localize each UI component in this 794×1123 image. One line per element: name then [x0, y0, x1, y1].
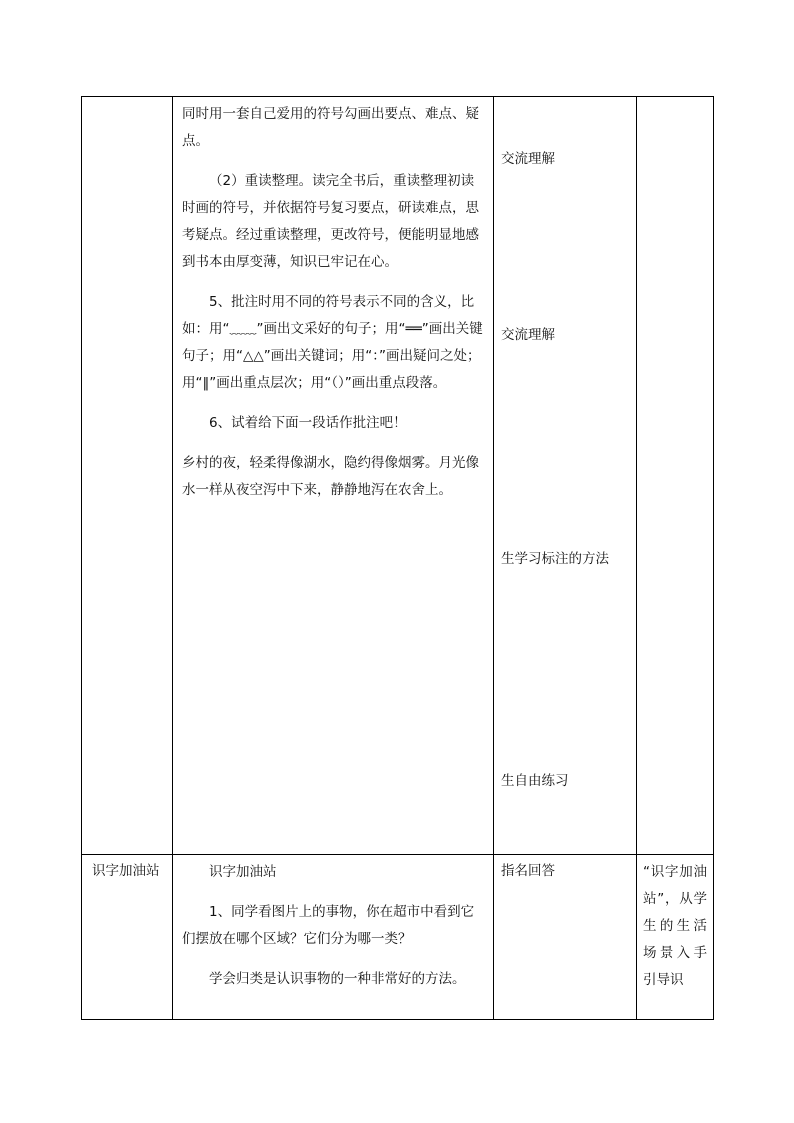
activity-text: 生自由练习	[501, 773, 569, 789]
activity-text: 交流理解	[501, 151, 555, 167]
content-paragraph: 1、同学看图片上的事物，你在超市中看到它们摆放在哪个区域？它们分为哪一类？	[182, 904, 475, 947]
teaching-content-cell	[173, 97, 494, 855]
content-paragraph: 学会归类是认识事物的一种非常好的方法。	[209, 971, 466, 987]
teaching-content-cell	[173, 855, 494, 1020]
section-cell	[82, 855, 173, 1020]
student-activity-cell	[494, 97, 637, 855]
design-notes-text: “识字加油站”，从学生的生活场景入手引导识	[643, 864, 707, 988]
content-paragraph: （2）重读整理。读完全书后，重读整理初读时画的符号，并依据符号复习要点，研读难点，思考疑点。经过重读整理，更改符号，便能明显地感到书本由厚变薄，知识已牢记在心。	[182, 173, 479, 270]
content-paragraph: 乡村的夜，轻柔得像湖水，隐约得像烟雾。月光像水一样从夜空泻中下来，静静地泻在农舍上。	[182, 455, 479, 498]
activity-text: 指名回答	[501, 863, 555, 879]
design-notes-cell-empty	[637, 97, 714, 855]
content-paragraph: 识字加油站	[209, 864, 277, 880]
activity-text: 交流理解	[501, 327, 555, 343]
section-cell-empty	[82, 97, 173, 855]
activity-text: 生学习标注的方法	[501, 551, 609, 567]
table-row-literacy	[82, 855, 714, 1020]
section-label: 识字加油站	[92, 863, 160, 879]
design-notes-cell	[637, 855, 714, 1020]
student-activity-cell	[494, 855, 637, 1020]
table-row-reading	[82, 97, 714, 855]
lesson-plan-table	[81, 96, 714, 1020]
content-paragraph: 6、试着给下面一段话作批注吧！	[209, 415, 407, 431]
content-paragraph: 5、批注时用不同的符号表示不同的含义，比如：用“﹏﹏”画出文采好的句子；用“══”画出关键句子；用“△△”画出关键词；用“：”画出疑问之处；用“‖”画出重点层次；用“（）”画出重点段落。	[182, 294, 483, 391]
content-paragraph: 同时用一套自己爱用的符号勾画出要点、难点、疑点。	[182, 106, 479, 149]
